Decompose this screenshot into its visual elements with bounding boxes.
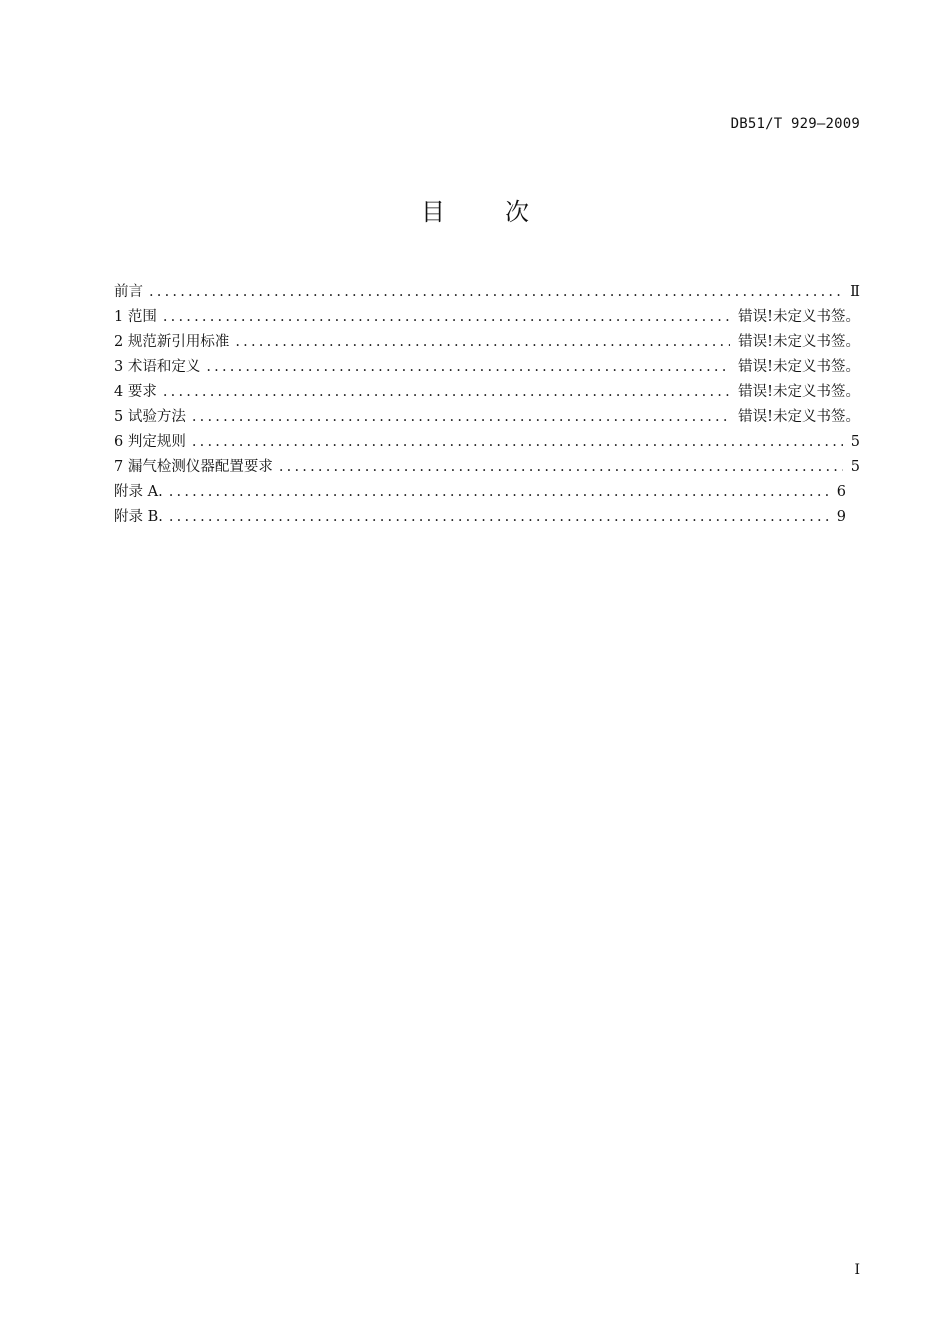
toc-entry-test-methods[interactable]	[114, 405, 860, 430]
toc-leader-dots	[163, 305, 730, 330]
toc-leader-dots	[235, 330, 730, 355]
toc-entry-label: 附录 B.	[114, 509, 163, 525]
toc-entry-label: 4 要求	[114, 384, 157, 400]
toc-entry-page: Ⅱ	[850, 284, 860, 300]
toc-leader-dots	[149, 280, 842, 305]
toc-entry-leak-detector-config[interactable]	[114, 455, 860, 480]
toc-entry-label: 2 规范新引用标准	[114, 334, 230, 350]
toc-entry-label: 7 漏气检测仪器配置要求	[114, 459, 273, 475]
title-char-1: 目	[421, 198, 445, 226]
page-title	[0, 192, 950, 227]
toc-leader-dots	[192, 430, 843, 455]
toc-leader-dots	[169, 480, 829, 505]
toc-leader-dots	[206, 355, 730, 380]
toc-entry-judgement-rules[interactable]	[114, 430, 860, 455]
toc-entry-page: 错误!未定义书签。	[738, 334, 860, 350]
toc-entry-label: 3 术语和定义	[114, 359, 201, 375]
toc-entry-scope[interactable]	[114, 305, 860, 330]
toc-entry-label: 6 判定规则	[114, 434, 186, 450]
toc-entry-page: 5	[850, 459, 860, 475]
toc-entry-label: 附录 A.	[114, 484, 163, 500]
toc-entry-page: 9	[836, 509, 846, 525]
title-char-2: 次	[505, 198, 529, 226]
toc-entry-normative-references[interactable]	[114, 330, 860, 355]
toc-entry-appendix-a[interactable]	[114, 480, 846, 505]
toc-entry-page: 错误!未定义书签。	[738, 409, 860, 425]
toc-leader-dots	[163, 380, 730, 405]
toc-entry-page: 错误!未定义书签。	[738, 309, 860, 325]
toc-entry-terms[interactable]	[114, 355, 860, 380]
toc-entry-page: 5	[850, 434, 860, 450]
toc-entry-label: 1 范围	[114, 309, 157, 325]
toc-entry-foreword[interactable]	[114, 280, 860, 305]
toc-entry-requirements[interactable]	[114, 380, 860, 405]
toc-leader-dots	[279, 455, 843, 480]
toc-entry-label: 5 试验方法	[114, 409, 186, 425]
toc-entry-page: 6	[836, 484, 846, 500]
toc-leader-dots	[192, 405, 730, 430]
toc-leader-dots	[169, 505, 829, 530]
toc-entry-page: 错误!未定义书签。	[738, 384, 860, 400]
page-number: I	[854, 1262, 860, 1278]
toc-entry-appendix-b[interactable]	[114, 505, 846, 530]
table-of-contents	[114, 280, 860, 530]
toc-entry-label: 前言	[114, 284, 143, 300]
toc-entry-page: 错误!未定义书签。	[738, 359, 860, 375]
document-code: DB51/T 929—2009	[730, 116, 860, 132]
